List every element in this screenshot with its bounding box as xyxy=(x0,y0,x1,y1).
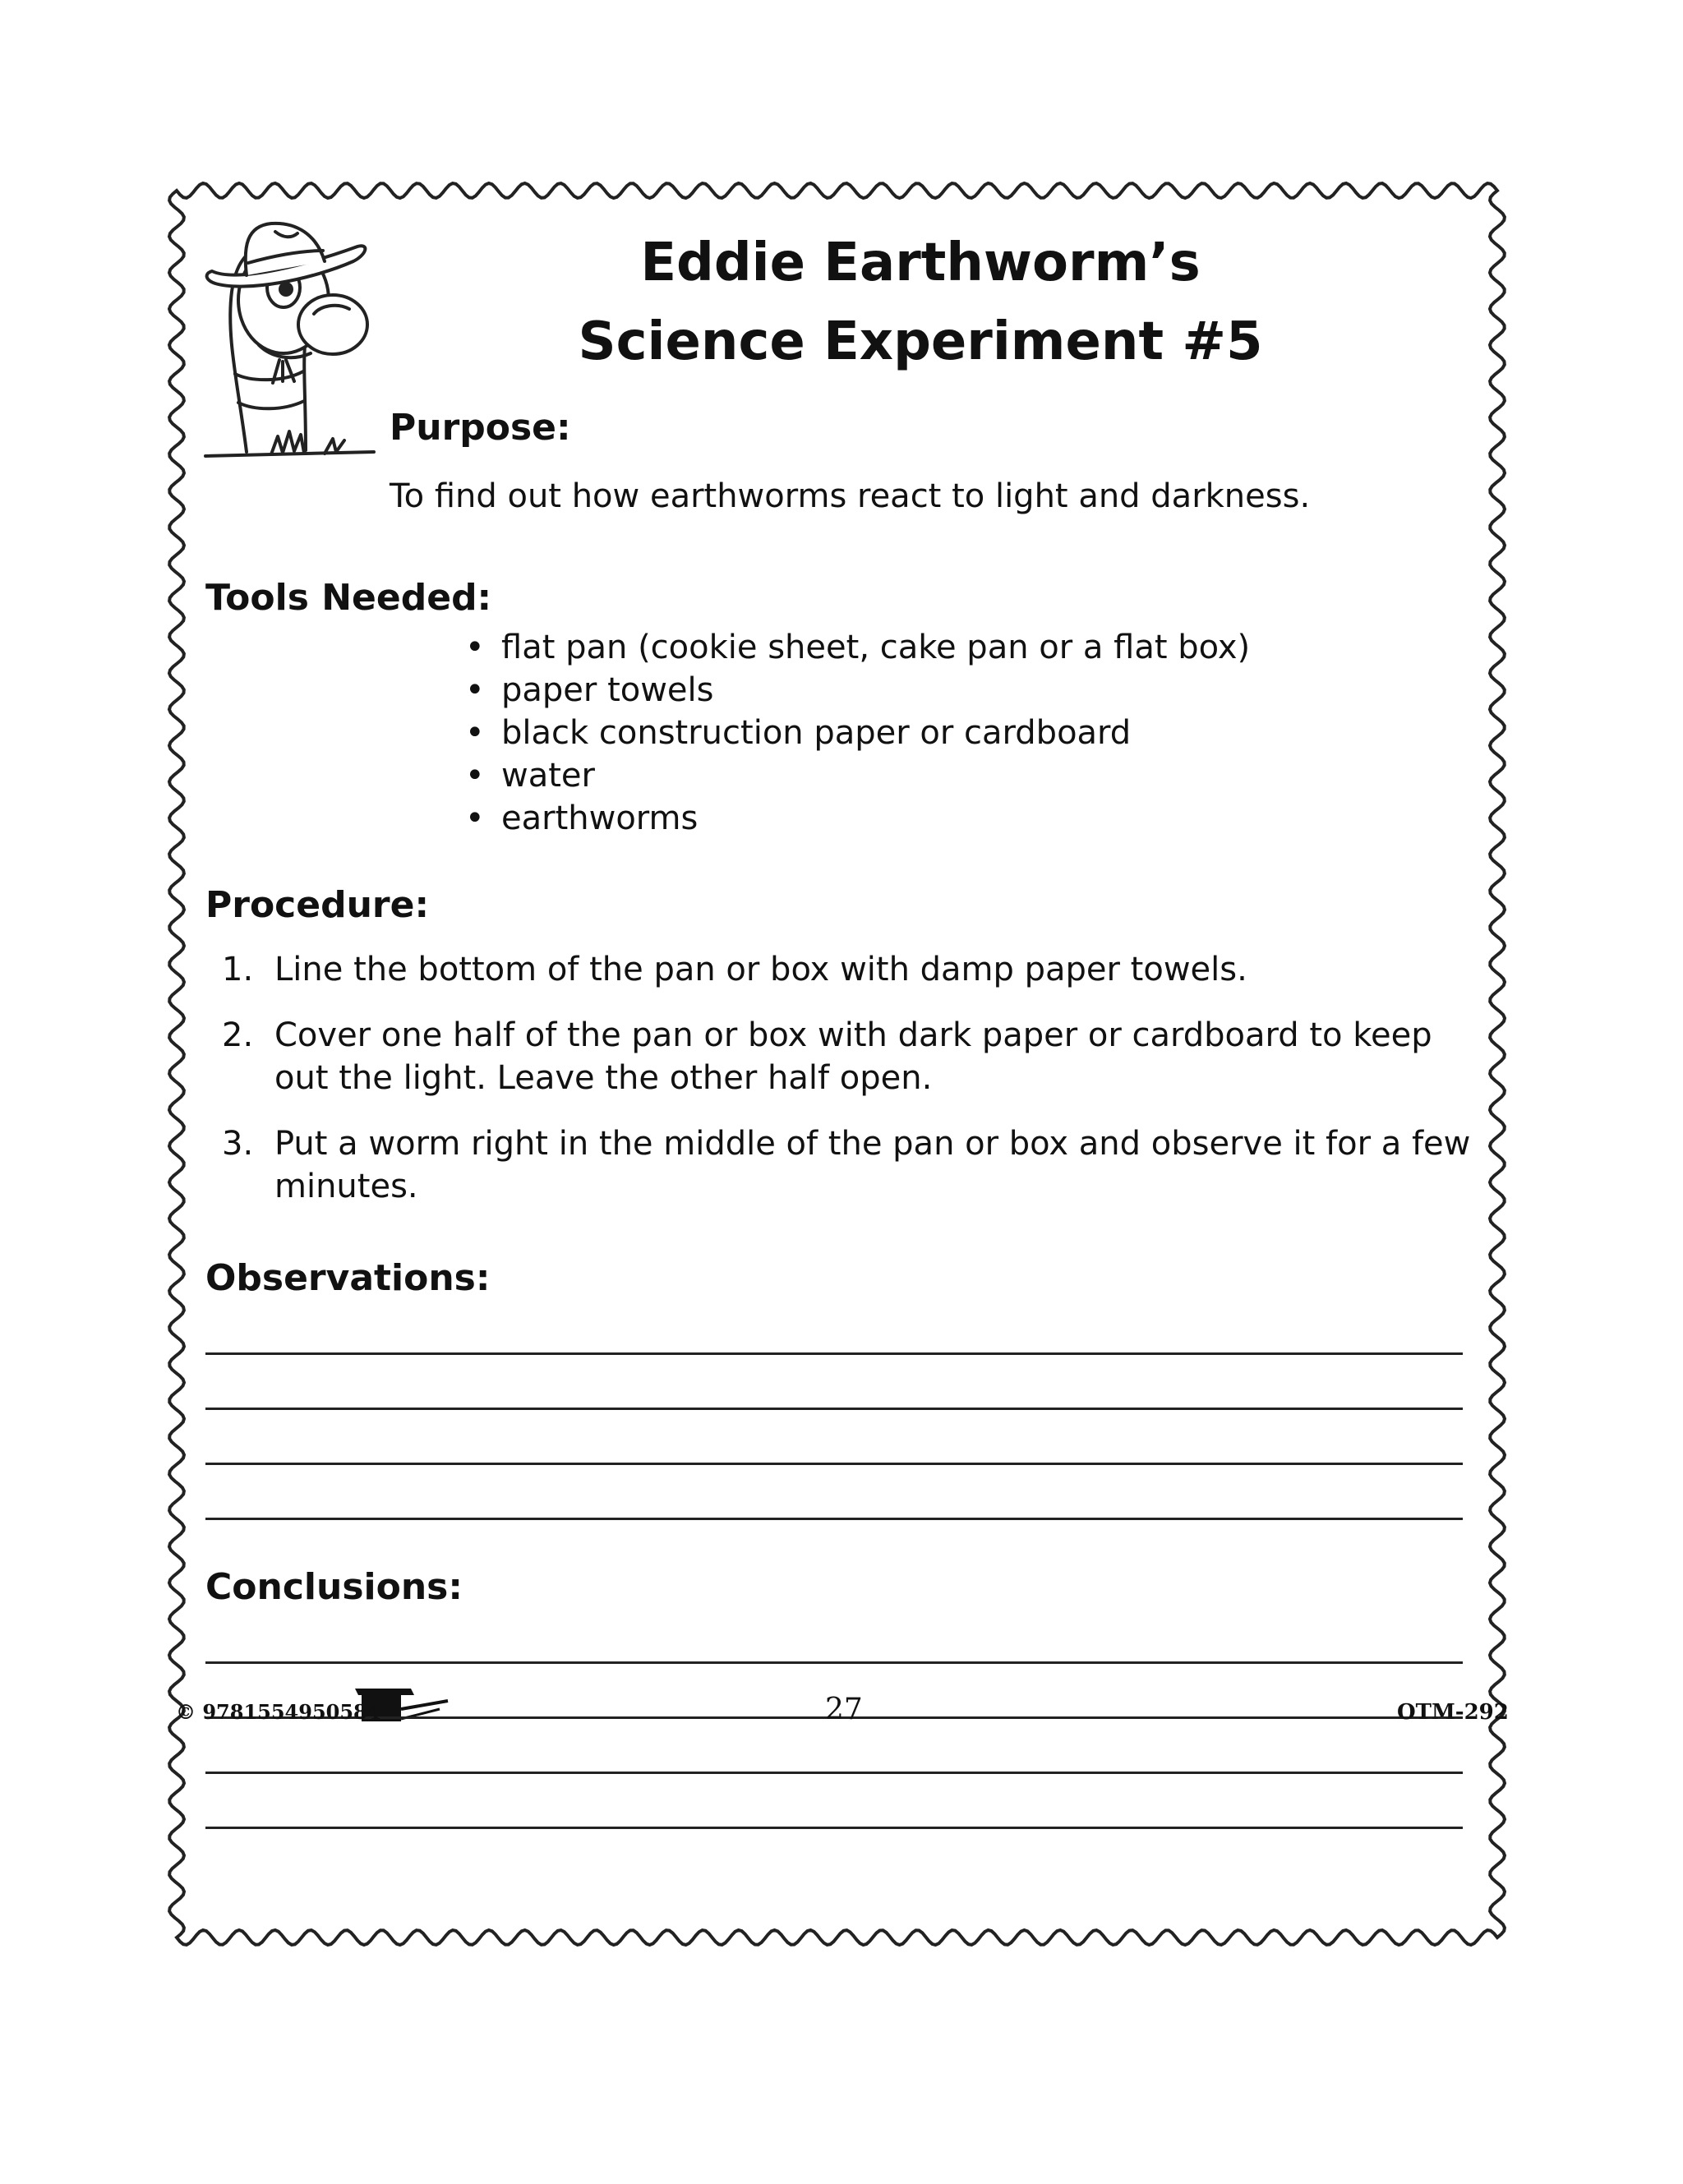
step-number: 1. xyxy=(222,951,254,988)
product-code: OTM-292 xyxy=(1397,1700,1509,1725)
observations-label: Observations: xyxy=(205,1257,491,1299)
observation-line-4[interactable] xyxy=(205,1518,1463,1520)
step-number: 2. xyxy=(222,1016,254,1054)
title-line-1: Eddie Earthworm’s xyxy=(640,233,1201,293)
step-number: 3. xyxy=(222,1125,254,1163)
purpose-label: Purpose: xyxy=(390,407,571,449)
procedure-step xyxy=(222,948,1471,991)
tools-needed-label: Tools Needed: xyxy=(205,577,492,619)
observation-line-2[interactable] xyxy=(205,1408,1463,1410)
list-item: • earthworms xyxy=(460,797,1250,840)
purpose-text: To find out how earthworms react to light and darkness. xyxy=(390,477,1311,515)
isbn-text: © 9781554950584 xyxy=(176,1700,381,1724)
list-item: • black construction paper or cardboard xyxy=(460,712,1250,754)
page-number: 27 xyxy=(825,1693,863,1726)
page-title xyxy=(510,223,1331,381)
conclusion-line-1[interactable] xyxy=(205,1661,1463,1664)
procedure-label: Procedure: xyxy=(205,884,430,926)
step-text: Line the bottom of the pan or box with damp paper towels. xyxy=(274,951,1247,988)
step-text: Cover one half of the pan or box with dark paper or cardboard to keep out the light. Leave the other half open. xyxy=(274,1016,1432,1097)
conclusions-label: Conclusions: xyxy=(205,1566,463,1608)
list-item: • flat pan (cookie sheet, cake pan or a flat box) xyxy=(460,626,1250,669)
tools-list xyxy=(460,626,1250,840)
earthworm-mascot-icon xyxy=(205,223,374,456)
procedure-list xyxy=(222,948,1471,1231)
observation-line-3[interactable] xyxy=(205,1463,1463,1465)
procedure-step xyxy=(222,1122,1471,1208)
step-text: Put a worm right in the middle of the pan or box and observe it for a few minutes. xyxy=(274,1125,1471,1205)
list-item: • paper towels xyxy=(460,669,1250,712)
observation-line-1[interactable] xyxy=(205,1352,1463,1355)
conclusion-line-4[interactable] xyxy=(205,1827,1463,1829)
title-line-2: Science Experiment #5 xyxy=(578,311,1263,372)
conclusion-line-3[interactable] xyxy=(205,1772,1463,1774)
procedure-step xyxy=(222,1014,1471,1099)
list-item: • water xyxy=(460,754,1250,797)
